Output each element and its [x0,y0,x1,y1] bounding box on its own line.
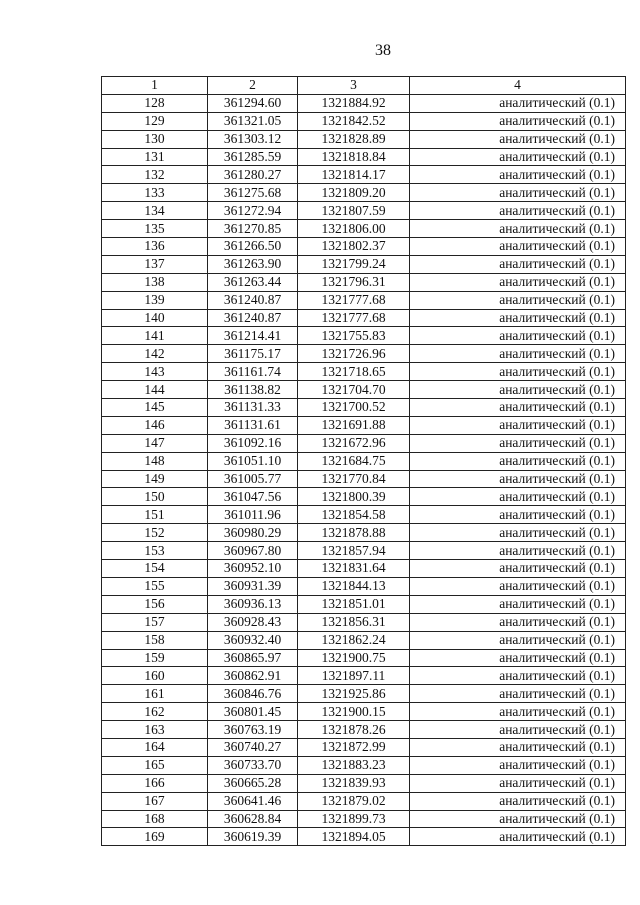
x-coordinate-cell: 361285.59 [208,148,298,166]
table-row [102,166,626,184]
method-cell: аналитический (0.1) [410,381,626,399]
y-coordinate-cell: 1321770.84 [298,470,410,488]
method-cell: аналитический (0.1) [410,738,626,756]
table-row [102,595,626,613]
point-number-cell: 138 [102,273,208,291]
x-coordinate-cell: 361321.05 [208,112,298,130]
y-coordinate-cell: 1321884.92 [298,94,410,112]
x-coordinate-cell: 361240.87 [208,309,298,327]
point-number-cell: 142 [102,345,208,363]
table-row [102,327,626,345]
method-cell: аналитический (0.1) [410,524,626,542]
table-header-row [102,77,626,95]
table-row [102,488,626,506]
x-coordinate-cell: 361263.44 [208,273,298,291]
y-coordinate-cell: 1321684.75 [298,452,410,470]
method-cell: аналитический (0.1) [410,112,626,130]
table-row [102,506,626,524]
table-row [102,792,626,810]
table-row [102,738,626,756]
y-coordinate-cell: 1321818.84 [298,148,410,166]
x-coordinate-cell: 360733.70 [208,756,298,774]
method-cell: аналитический (0.1) [410,792,626,810]
x-coordinate-cell: 361263.90 [208,255,298,273]
point-number-cell: 167 [102,792,208,810]
column-header-3: 3 [298,77,410,95]
point-number-cell: 130 [102,130,208,148]
table-row [102,273,626,291]
point-number-cell: 132 [102,166,208,184]
y-coordinate-cell: 1321878.88 [298,524,410,542]
x-coordinate-cell: 361303.12 [208,130,298,148]
point-number-cell: 128 [102,94,208,112]
x-coordinate-cell: 361214.41 [208,327,298,345]
x-coordinate-cell: 360862.91 [208,667,298,685]
table-row [102,130,626,148]
method-cell: аналитический (0.1) [410,309,626,327]
column-header-2: 2 [208,77,298,95]
x-coordinate-cell: 360641.46 [208,792,298,810]
method-cell: аналитический (0.1) [410,291,626,309]
point-number-cell: 134 [102,202,208,220]
y-coordinate-cell: 1321844.13 [298,577,410,595]
method-cell: аналитический (0.1) [410,828,626,846]
x-coordinate-cell: 360801.45 [208,703,298,721]
method-cell: аналитический (0.1) [410,542,626,560]
method-cell: аналитический (0.1) [410,810,626,828]
x-coordinate-cell: 361280.27 [208,166,298,184]
x-coordinate-cell: 360952.10 [208,560,298,578]
y-coordinate-cell: 1321828.89 [298,130,410,148]
method-cell: аналитический (0.1) [410,756,626,774]
y-coordinate-cell: 1321900.75 [298,649,410,667]
table-body [102,94,626,845]
point-number-cell: 151 [102,506,208,524]
x-coordinate-cell: 361092.16 [208,434,298,452]
table-row [102,470,626,488]
table-row [102,434,626,452]
point-number-cell: 168 [102,810,208,828]
y-coordinate-cell: 1321856.31 [298,613,410,631]
y-coordinate-cell: 1321862.24 [298,631,410,649]
table-row [102,291,626,309]
table-row [102,345,626,363]
x-coordinate-cell: 361051.10 [208,452,298,470]
y-coordinate-cell: 1321800.39 [298,488,410,506]
point-number-cell: 139 [102,291,208,309]
x-coordinate-cell: 361240.87 [208,291,298,309]
y-coordinate-cell: 1321879.02 [298,792,410,810]
method-cell: аналитический (0.1) [410,327,626,345]
y-coordinate-cell: 1321799.24 [298,255,410,273]
method-cell: аналитический (0.1) [410,363,626,381]
table-row [102,112,626,130]
table-row [102,94,626,112]
y-coordinate-cell: 1321925.86 [298,685,410,703]
method-cell: аналитический (0.1) [410,631,626,649]
x-coordinate-cell: 360763.19 [208,721,298,739]
y-coordinate-cell: 1321883.23 [298,756,410,774]
y-coordinate-cell: 1321700.52 [298,399,410,417]
y-coordinate-cell: 1321857.94 [298,542,410,560]
table-row [102,184,626,202]
table-row [102,542,626,560]
table-row [102,220,626,238]
x-coordinate-cell: 361266.50 [208,238,298,256]
table-row [102,828,626,846]
y-coordinate-cell: 1321806.00 [298,220,410,238]
table-row [102,613,626,631]
y-coordinate-cell: 1321900.15 [298,703,410,721]
method-cell: аналитический (0.1) [410,202,626,220]
y-coordinate-cell: 1321854.58 [298,506,410,524]
method-cell: аналитический (0.1) [410,488,626,506]
x-coordinate-cell: 360628.84 [208,810,298,828]
method-cell: аналитический (0.1) [410,667,626,685]
y-coordinate-cell: 1321897.11 [298,667,410,685]
point-number-cell: 160 [102,667,208,685]
y-coordinate-cell: 1321809.20 [298,184,410,202]
x-coordinate-cell: 361131.61 [208,416,298,434]
table-row [102,255,626,273]
method-cell: аналитический (0.1) [410,721,626,739]
method-cell: аналитический (0.1) [410,220,626,238]
y-coordinate-cell: 1321814.17 [298,166,410,184]
method-cell: аналитический (0.1) [410,703,626,721]
x-coordinate-cell: 360740.27 [208,738,298,756]
point-number-cell: 165 [102,756,208,774]
y-coordinate-cell: 1321718.65 [298,363,410,381]
x-coordinate-cell: 361275.68 [208,184,298,202]
x-coordinate-cell: 360931.39 [208,577,298,595]
point-number-cell: 135 [102,220,208,238]
point-number-cell: 164 [102,738,208,756]
point-number-cell: 157 [102,613,208,631]
y-coordinate-cell: 1321842.52 [298,112,410,130]
method-cell: аналитический (0.1) [410,94,626,112]
page-number: 38 [375,42,391,59]
method-cell: аналитический (0.1) [410,470,626,488]
method-cell: аналитический (0.1) [410,399,626,417]
point-number-cell: 158 [102,631,208,649]
y-coordinate-cell: 1321802.37 [298,238,410,256]
table-row [102,524,626,542]
point-number-cell: 144 [102,381,208,399]
x-coordinate-cell: 360665.28 [208,774,298,792]
table-row [102,631,626,649]
x-coordinate-cell: 360967.80 [208,542,298,560]
table-row [102,721,626,739]
method-cell: аналитический (0.1) [410,560,626,578]
y-coordinate-cell: 1321796.31 [298,273,410,291]
method-cell: аналитический (0.1) [410,613,626,631]
table-row [102,667,626,685]
method-cell: аналитический (0.1) [410,273,626,291]
point-number-cell: 145 [102,399,208,417]
point-number-cell: 169 [102,828,208,846]
x-coordinate-cell: 361131.33 [208,399,298,417]
y-coordinate-cell: 1321872.99 [298,738,410,756]
x-coordinate-cell: 361270.85 [208,220,298,238]
method-cell: аналитический (0.1) [410,434,626,452]
y-coordinate-cell: 1321878.26 [298,721,410,739]
coordinates-table-container [101,76,625,846]
table-row [102,703,626,721]
y-coordinate-cell: 1321807.59 [298,202,410,220]
y-coordinate-cell: 1321894.05 [298,828,410,846]
method-cell: аналитический (0.1) [410,255,626,273]
point-number-cell: 137 [102,255,208,273]
table-row [102,649,626,667]
point-number-cell: 163 [102,721,208,739]
x-coordinate-cell: 360928.43 [208,613,298,631]
method-cell: аналитический (0.1) [410,774,626,792]
y-coordinate-cell: 1321691.88 [298,416,410,434]
method-cell: аналитический (0.1) [410,416,626,434]
x-coordinate-cell: 361005.77 [208,470,298,488]
point-number-cell: 141 [102,327,208,345]
x-coordinate-cell: 361175.17 [208,345,298,363]
y-coordinate-cell: 1321839.93 [298,774,410,792]
point-number-cell: 148 [102,452,208,470]
table-row [102,309,626,327]
table-row [102,577,626,595]
point-number-cell: 146 [102,416,208,434]
table-row [102,416,626,434]
column-header-1: 1 [102,77,208,95]
point-number-cell: 133 [102,184,208,202]
point-number-cell: 140 [102,309,208,327]
point-number-cell: 153 [102,542,208,560]
table-row [102,363,626,381]
point-number-cell: 155 [102,577,208,595]
y-coordinate-cell: 1321851.01 [298,595,410,613]
method-cell: аналитический (0.1) [410,184,626,202]
y-coordinate-cell: 1321777.68 [298,309,410,327]
x-coordinate-cell: 360619.39 [208,828,298,846]
table-row [102,685,626,703]
point-number-cell: 149 [102,470,208,488]
method-cell: аналитический (0.1) [410,649,626,667]
y-coordinate-cell: 1321726.96 [298,345,410,363]
y-coordinate-cell: 1321755.83 [298,327,410,345]
y-coordinate-cell: 1321672.96 [298,434,410,452]
method-cell: аналитический (0.1) [410,685,626,703]
method-cell: аналитический (0.1) [410,577,626,595]
table-row [102,774,626,792]
point-number-cell: 156 [102,595,208,613]
table-row [102,399,626,417]
table-row [102,238,626,256]
table-row [102,202,626,220]
x-coordinate-cell: 361272.94 [208,202,298,220]
method-cell: аналитический (0.1) [410,148,626,166]
point-number-cell: 129 [102,112,208,130]
x-coordinate-cell: 360932.40 [208,631,298,649]
table-row [102,560,626,578]
table-row [102,452,626,470]
coordinates-table [101,76,626,846]
point-number-cell: 152 [102,524,208,542]
x-coordinate-cell: 360980.29 [208,524,298,542]
method-cell: аналитический (0.1) [410,595,626,613]
x-coordinate-cell: 360936.13 [208,595,298,613]
x-coordinate-cell: 361294.60 [208,94,298,112]
x-coordinate-cell: 361011.96 [208,506,298,524]
x-coordinate-cell: 360846.76 [208,685,298,703]
point-number-cell: 162 [102,703,208,721]
point-number-cell: 166 [102,774,208,792]
method-cell: аналитический (0.1) [410,130,626,148]
y-coordinate-cell: 1321704.70 [298,381,410,399]
point-number-cell: 143 [102,363,208,381]
y-coordinate-cell: 1321831.64 [298,560,410,578]
method-cell: аналитический (0.1) [410,452,626,470]
table-row [102,810,626,828]
table-row [102,756,626,774]
point-number-cell: 154 [102,560,208,578]
point-number-cell: 131 [102,148,208,166]
column-header-4: 4 [410,77,626,95]
point-number-cell: 161 [102,685,208,703]
point-number-cell: 159 [102,649,208,667]
x-coordinate-cell: 361047.56 [208,488,298,506]
point-number-cell: 147 [102,434,208,452]
method-cell: аналитический (0.1) [410,345,626,363]
method-cell: аналитический (0.1) [410,238,626,256]
point-number-cell: 136 [102,238,208,256]
method-cell: аналитический (0.1) [410,166,626,184]
y-coordinate-cell: 1321899.73 [298,810,410,828]
x-coordinate-cell: 361161.74 [208,363,298,381]
table-row [102,148,626,166]
point-number-cell: 150 [102,488,208,506]
y-coordinate-cell: 1321777.68 [298,291,410,309]
method-cell: аналитический (0.1) [410,506,626,524]
x-coordinate-cell: 361138.82 [208,381,298,399]
x-coordinate-cell: 360865.97 [208,649,298,667]
table-row [102,381,626,399]
